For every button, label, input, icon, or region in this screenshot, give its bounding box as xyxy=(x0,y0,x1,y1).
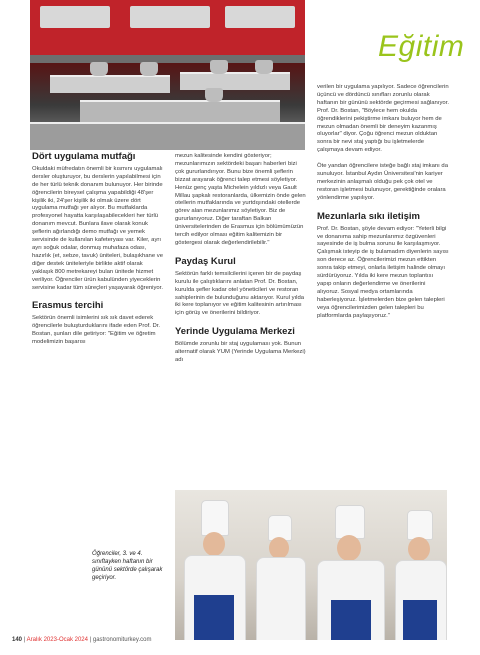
kitchen-photo xyxy=(30,0,305,150)
chefs-photo xyxy=(175,490,447,640)
heading-yerinde-uygulama-merkezi: Yerinde Uygulama Merkezi xyxy=(175,326,295,338)
column-1 xyxy=(32,153,164,347)
page-number: 140 xyxy=(12,637,23,643)
paragraph: Sektörün farklı temsilcilerini içeren bir de paydaş kurulu ile çalıştıklarını anlatan Prof. Dr. Bostan, kurulda şefler kadar otel yöneticileri ve restoran sahiplerinin de bulunduğunu aktarıyor. Kurul yılda iki kere toplanıyor ve eğitim kalitesinin artırılması için görüş ve önerilerini bildiriyor. xyxy=(175,270,305,317)
website-link[interactable]: gastronomiturkey.com xyxy=(92,637,152,643)
column-3 xyxy=(317,84,449,320)
paragraph: mezun kalitesinde kendini gösteriyor; mezunlarımızın sektördeki başarı haberleri bizi çok gururlandırıyor. Bunu bize önemli şeflerin bizzat arayarak öğrenci talep etmesi söyletiyor. Henüz genç yaşta Michelein yıldızlı veya Gault Millau şapkalı restoranlarda, ülkemizin önde gelen otellerin mutfaklarında ve yurtdışındaki otellerde görev alan mezunlarımız söyletiyor. Biz de gururlanıyoruz. Diğer taraftan Balkan üniversitelerinden de Erasmus için bölümümüzün tercih edilyor olması eğitim kalitemizin bir göstergesi olarak değerlendirilebilir." xyxy=(175,153,306,246)
heading-dort-uygulama-mutfagi: Dört uygulama mutfağı xyxy=(32,151,136,162)
paragraph: Bölümde zorunlu bir staj uygulaması yok. Bunun alternatif olarak YUM (Yerinde Uygulama Merkezi) adı xyxy=(175,341,306,363)
issue-date: Aralık 2023-Ocak 2024 xyxy=(26,637,88,643)
heading-erasmus-tercihi: Erasmus tercihi xyxy=(32,300,104,312)
paragraph: Öte yandan öğrencilere isteğe bağlı staj imkanı da sunuluyor. İstanbul Aydın Üniversitesi'nin kariyer merkezinin anlaşmalı olduğu pek çok otel ve restoran işletmesi bulunuyor, gerektiğinde oralara yönlendirme yapılıyor. xyxy=(317,163,448,201)
paragraph: Prof. Dr. Bostan, şöyle devam ediyor: "Yeterli bilgi ve donanıma sahip mezunlarımız özgüvenleri sayesinde de iş bulma sorunu ile karşılaşmıyor. Çalışmak isteyip de iş bulamadım diyenlerin sayısı son derece az. Öğrencilerimizi mezun ettikten sonra takip etmeyi, onlarla iletişim halinde olmayı sürdürüyoruz. Yılda iki kere mezun toplantısı yapıp onların değerlendirme ve önerilerini alıyoruz. Sosyal medya ortamlarında haberleşiyoruz. İşletmelerden bize gelen talepleri veya öğrencilerimizden gelen talepleri bu platformlarda paylaşıyoruz." xyxy=(317,225,449,319)
footer-separator: | xyxy=(23,637,26,643)
paragraph: Okuldaki müfredatın önemli bir kısmını uygulamalı dersler oluşturuyor, bu derslerin yapılabilmesi için de her türlü teknik donanım bulunuyor. Her birinde öğrencilerin bireysel çalışma yapabildiği 48'şer kişilik iki, 24'şer kişilik iki olmak üzere dört uygulama mutfağı yer alıyor. Bu mutfaklarda profesyonel hayatta karşılaşabilecekleri her türlü donanım mevcut. Bunlara ilave olarak konuk şeflerin ağırlandığı demo mutfağı ve yemek servisinde de kullanılan kafeteryası var. Kiler, ayrı ayrı soğuk odalar, donmuş muhafaza odası, hazırlık (et, sebze, tavuk) üniteleri, bulaşıkhane ve diğer destek üniteleriyle birlikte aktif olarak yaklaşık 800 metrekareyi bulan ünitede hizmet veriliyor. Öğrenciler ürün kabulünden yiyeceklerin servisine kadar tüm süreçleri yaşayarak öğreniyor. xyxy=(32,165,163,291)
section-title: Eğitim xyxy=(378,30,465,63)
column-2 xyxy=(175,153,307,365)
heading-paydas-kurul: Paydaş Kurul xyxy=(175,255,236,267)
paragraph: verilen bir uygulama yapılıyor. Sadece öğrencilerin üçüncü ve dördüncü sınıfları zorunlu olarak haftanın bir gününü sektörde geçirmesi sağlanıyor. Prof. Dr. Bostan, "Böylece hem okulda öğrendiklerini pekiştirme imkanı buluyor hem de mezun olmadan önemli bir deneyim kazanmış oluyorlar" diyor. Çoğu öğrenci mezun olduktan sonra bir nevi staj yaptığı bu işletmelerde çalışmaya devam ediyor. xyxy=(317,84,449,154)
footer-separator: | xyxy=(89,637,92,643)
footer xyxy=(12,637,151,643)
paragraph: Sektörün önemli isimlerini sık sık davet ederek öğrencilerle buluşturduklarını ifade eden Prof. Dr. Bostan, şunları dile getiriyor: "Eğitim ve öğretim modelimizin başarısı xyxy=(32,315,161,346)
heading-mezunlarla-siki-iletisim: Mezunlarla sıkı iletişim xyxy=(317,210,420,222)
photo-caption: Öğrenciler, 3. ve 4. sınıftayken haftanın bir gününü sektörde çalışarak geçiriyor. xyxy=(92,551,163,581)
